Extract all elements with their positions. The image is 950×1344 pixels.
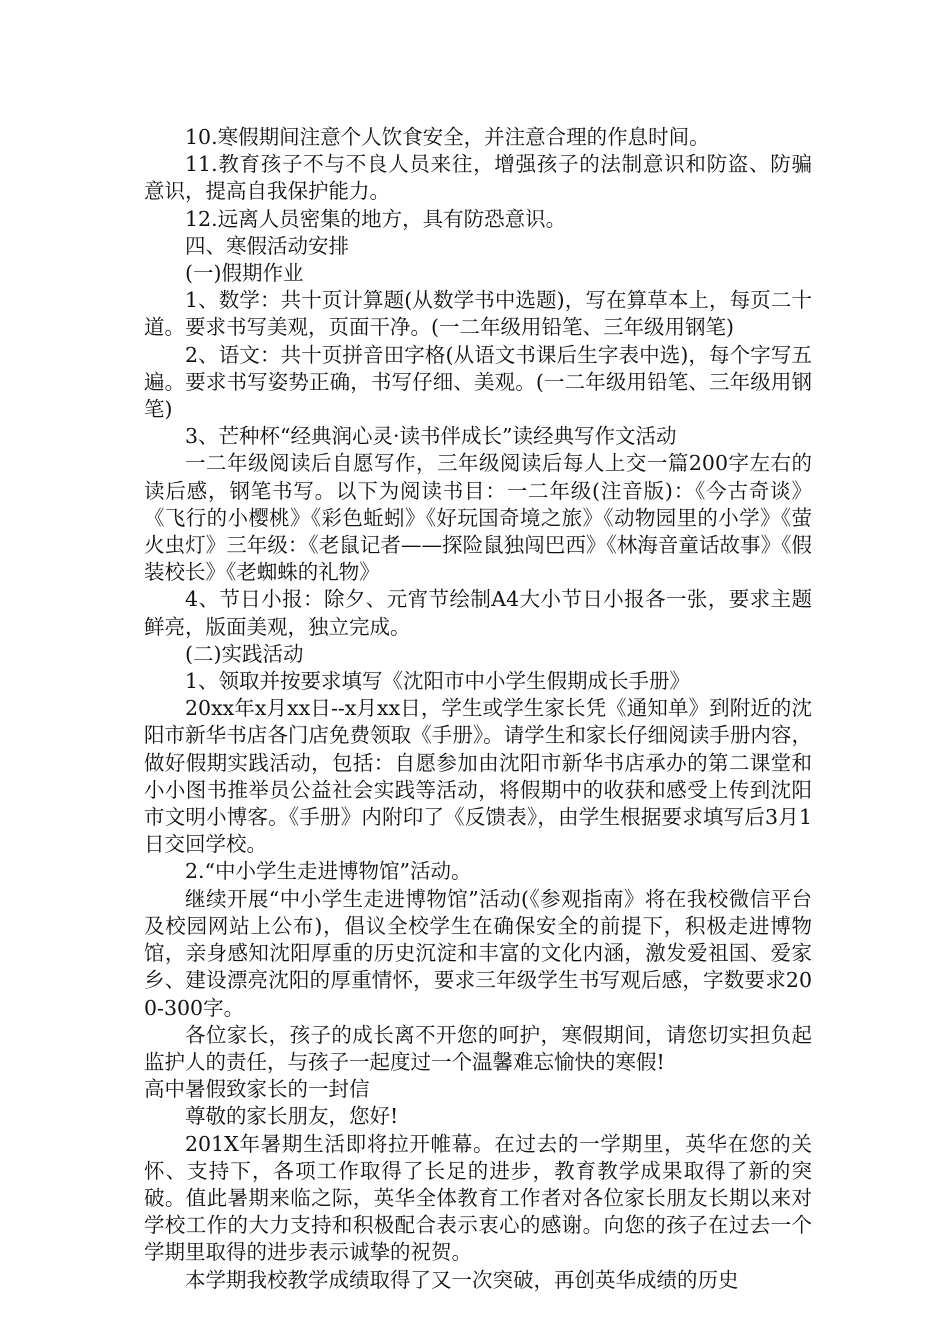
paragraph: 2.“中小学生走进博物馆”活动。	[185, 859, 472, 884]
letter-title: 高中暑假致家长的一封信	[144, 1077, 370, 1102]
paragraph: 继续开展“中小学生走进博物馆”活动(《参观指南》将在我校微信平台及校园网站上公布)，倡议全校学生在确保安全的前提下，积极走进博物馆，亲身感知沈阳厚重的历史沉淀和丰富的文化内涵，激发爱祖国、爱家乡、建设漂亮沈阳的厚重情怀，要求三年级学生书写观后感，字数要求200-300字。	[144, 886, 812, 1020]
paragraph: 20xx年x月xx日--x月xx日，学生或学生家长凭《通知单》到附近的沈阳市新华书店各门店免费领取《手册》。请学生和家长仔细阅读手册内容，做好假期实践活动，包括：自愿参加由沈阳市新华书店承办的第二课堂和小小图书推举员公益社会实践等活动，将假期中的收获和感受上传到沈阳市文明小博客。《手册》内附印了《反馈表》，由学生根据要求填写后3月1日交回学校。	[144, 696, 812, 857]
paragraph: 201X年暑期生活即将拉开帷幕。在过去的一学期里，英华在您的关怀、支持下，各项工作取得了长足的进步，教育教学成果取得了新的突破。值此暑期来临之际，英华全体教育工作者对各位家长朋友长期以来对学校工作的大力支持和积极配合表示衷心的感谢。向您的孩子在过去一个学期里取得的进步表示诚挚的祝贺。	[144, 1131, 812, 1265]
paragraph: 3、芒种杯“经典润心灵·读书伴成长”读经典写作文活动	[185, 424, 677, 449]
paragraph: 本学期我校教学成绩取得了又一次突破，再创英华成绩的历史	[185, 1267, 739, 1292]
paragraph: 各位家长，孩子的成长离不开您的呵护，寒假期间，请您切实担负起监护人的责任，与孩子一起度过一个温馨难忘愉快的寒假!	[144, 1022, 812, 1074]
paragraph: 1、领取并按要求填写《沈阳市中小学生假期成长手册》	[185, 669, 691, 694]
paragraph: 10.寒假期间注意个人饮食安全，并注意合理的作息时间。	[185, 125, 710, 149]
paragraph: 1、数学：共十页计算题(从数学书中选题)，写在算草本上，每页二十道。要求书写美观，页面干净。(一二年级用铅笔、三年级用钢笔)	[144, 288, 812, 340]
paragraph: 11.教育孩子不与不良人员来往，增强孩子的法制意识和防盗、防骗意识，提高自我保护能力。	[144, 152, 812, 204]
document-body	[144, 124, 812, 1294]
paragraph: 12.远离人员密集的地方，具有防恐意识。	[185, 206, 567, 231]
paragraph: 2、语文：共十页拼音田字格(从语文书课后生字表中选)，每个字写五遍。要求书写姿势正确，书写仔细、美观。(一二年级用铅笔、三年级用钢笔)	[144, 342, 812, 422]
section-heading: 四、寒假活动安排	[185, 233, 349, 258]
subsection-heading: (二)实践活动	[185, 641, 304, 666]
subsection-heading: (一)假期作业	[185, 261, 304, 286]
letter-salutation: 尊敬的家长朋友，您好!	[185, 1104, 399, 1129]
paragraph: 4、节日小报：除夕、元宵节绘制A4大小节日小报各一张，要求主题鲜亮，版面美观，独立完成。	[144, 587, 812, 639]
paragraph: 一二年级阅读后自愿写作，三年级阅读后每人上交一篇200字左右的读后感，钢笔书写。以下为阅读书目：一二年级(注音版)：《今古奇谈》《飞行的小樱桃》《彩色蚯蚓》《好玩国奇境之旅》《动物园里的小学》《萤火虫灯》三年级：《老鼠记者——探险鼠独闯巴西》《林海音童话故事》《假装校长》《老蜘蛛的礼物》	[144, 451, 812, 585]
